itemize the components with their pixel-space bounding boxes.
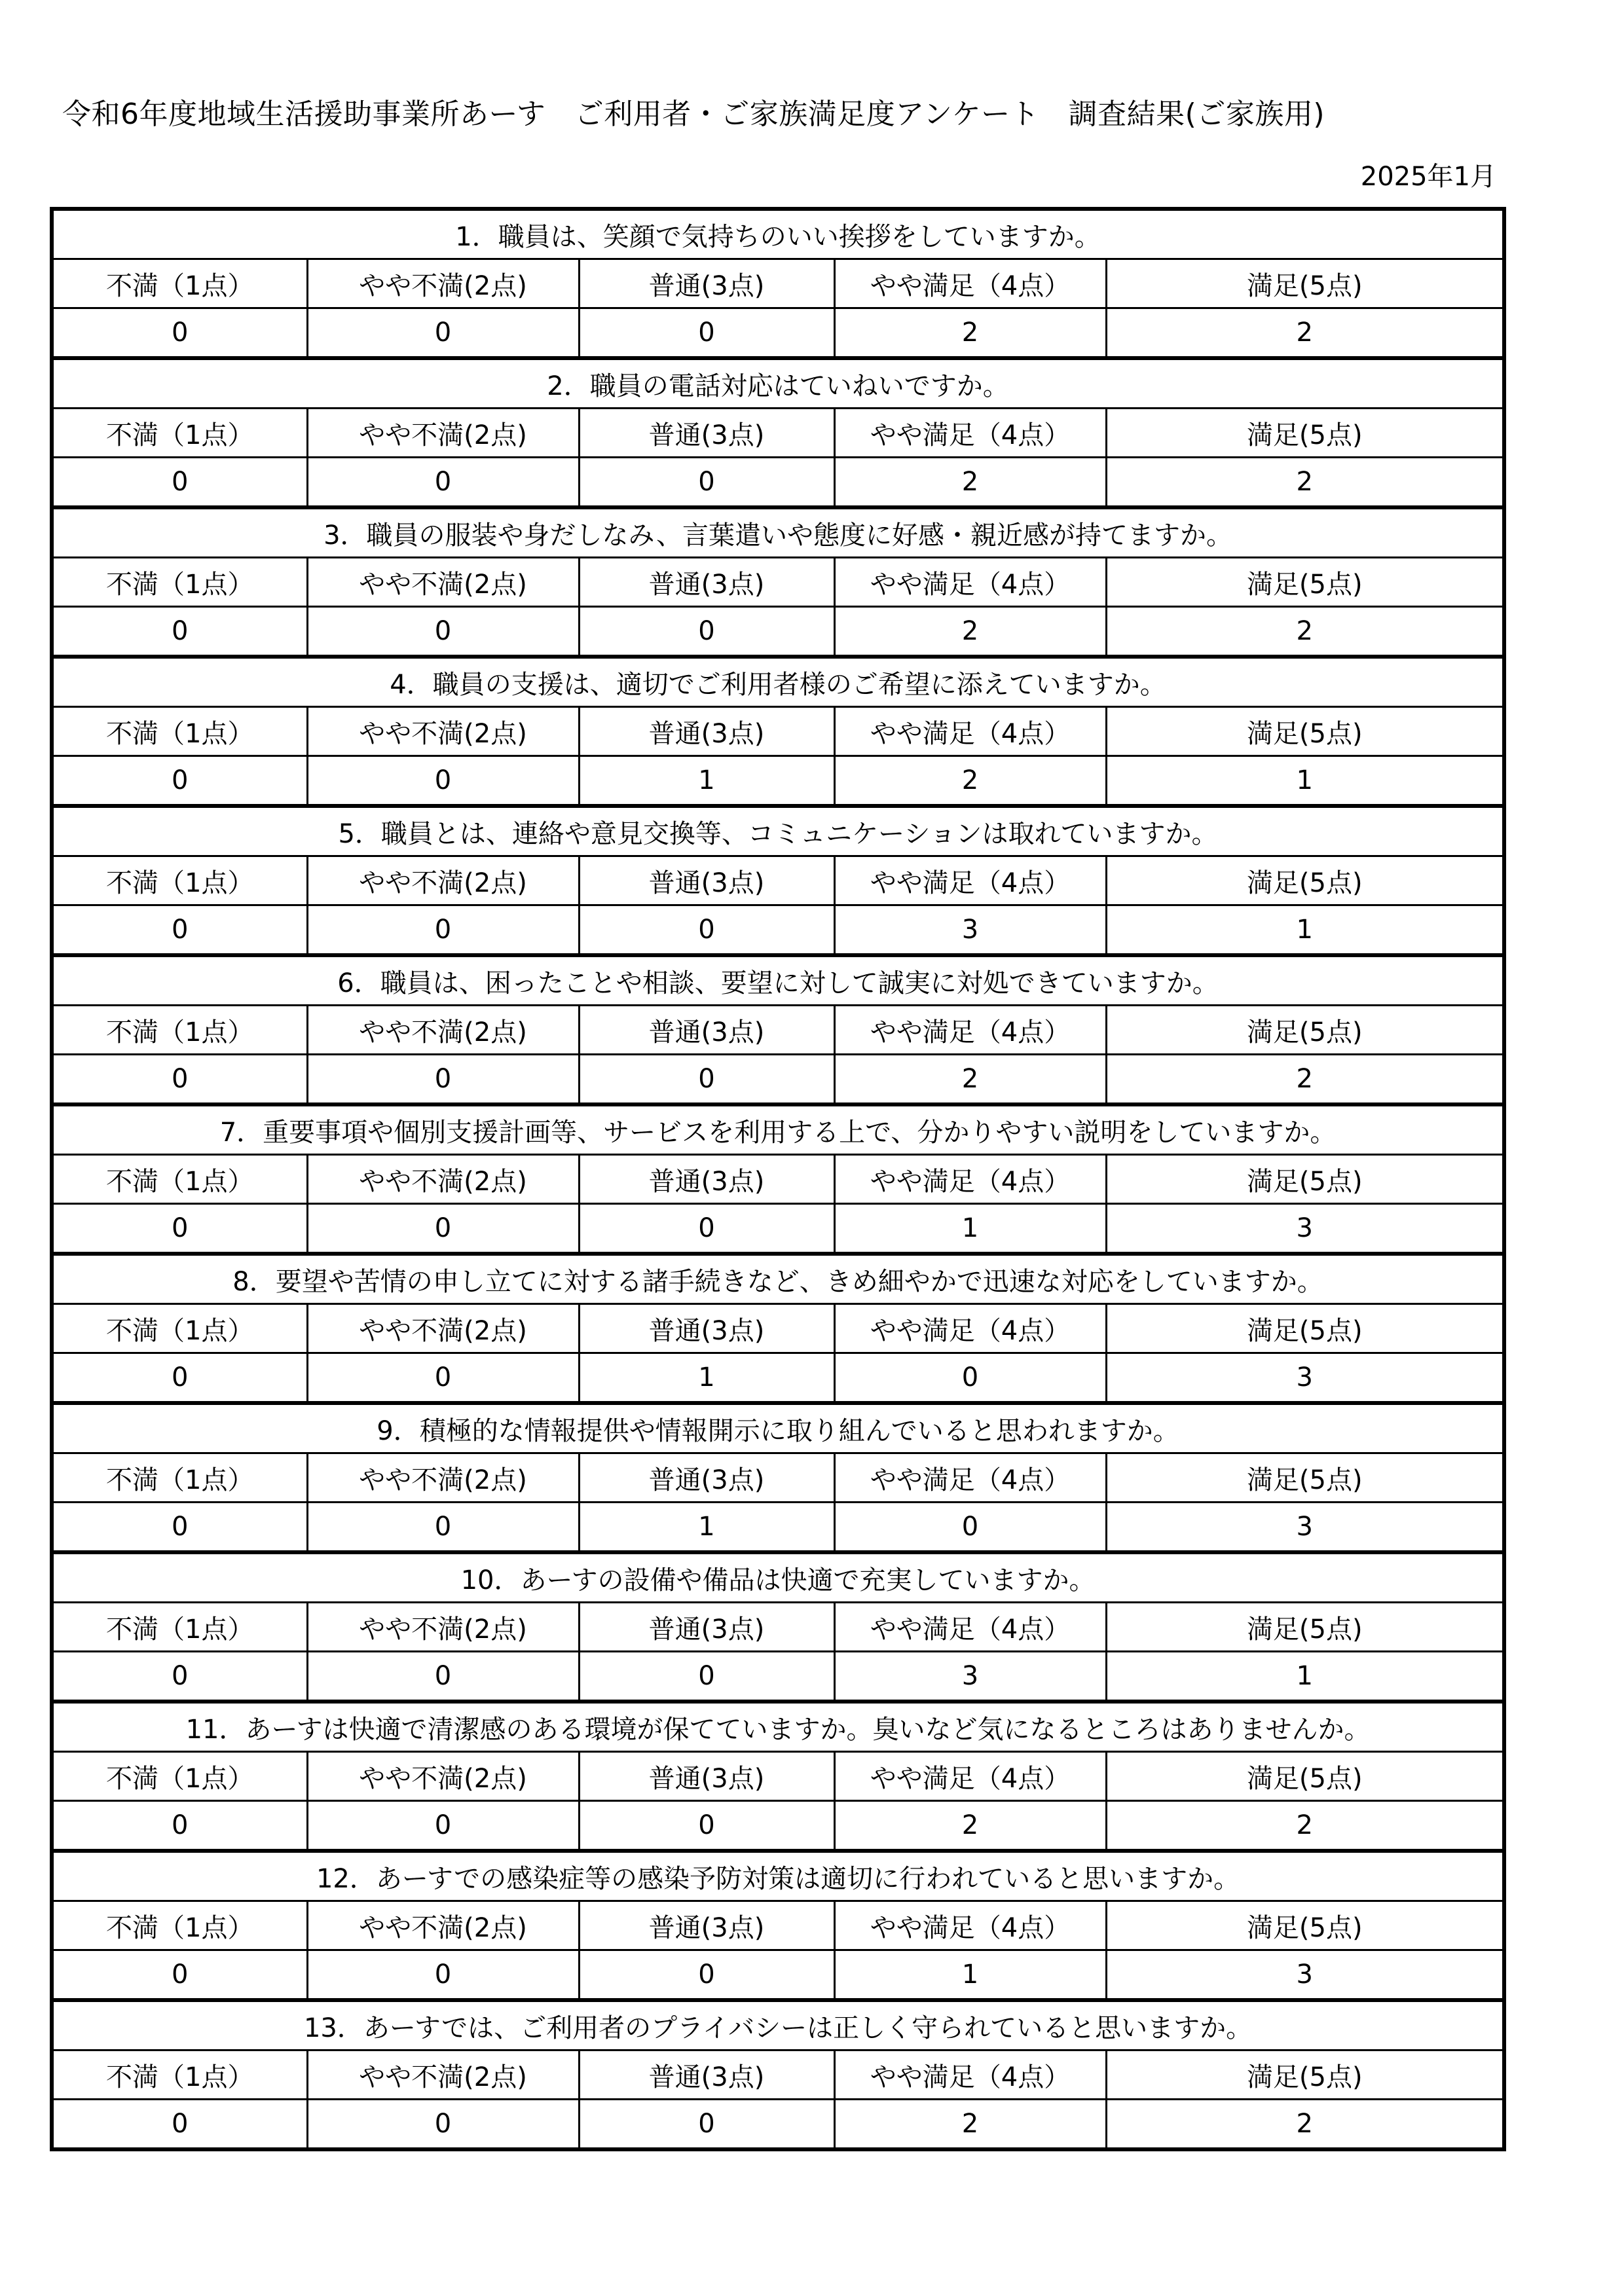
scale-label: 不満（1点） <box>52 558 307 607</box>
question-text: 8．要望や苦情の申し立てに対する諸手続きなど、きめ細やかで迅速な対応をしていますか。 <box>52 1254 1504 1304</box>
question-row <box>52 209 1504 259</box>
question-text: 11．あーすは快適で清潔感のある環境が保てていますか。臭いなど気になるところはありませんか。 <box>52 1702 1504 1752</box>
count-row <box>52 2100 1504 2150</box>
scale-label: やや満足（4点） <box>834 409 1106 458</box>
scale-label: 不満（1点） <box>52 1453 307 1503</box>
scale-label: 普通(3点) <box>579 259 834 308</box>
response-count: 3 <box>834 1652 1106 1702</box>
scale-label: やや不満(2点) <box>307 259 579 308</box>
question-text: 6．職員は、困ったことや相談、要望に対して誠実に対処できていますか。 <box>52 955 1504 1006</box>
question-text: 3．職員の服装や身だしなみ、言葉遣いや態度に好感・親近感が持てますか。 <box>52 507 1504 558</box>
scale-label: 満足(5点) <box>1106 1752 1504 1801</box>
response-count: 0 <box>52 1801 307 1851</box>
scale-label: 満足(5点) <box>1106 409 1504 458</box>
question-row <box>52 1254 1504 1304</box>
scale-label: 満足(5点) <box>1106 707 1504 756</box>
response-count: 1 <box>834 1950 1106 2001</box>
question-block <box>52 1254 1504 1403</box>
scale-label: やや不満(2点) <box>307 409 579 458</box>
scale-label: 普通(3点) <box>579 409 834 458</box>
scale-label: 満足(5点) <box>1106 558 1504 607</box>
question-row <box>52 1851 1504 1901</box>
question-block <box>52 1702 1504 1851</box>
scale-label-row <box>52 409 1504 458</box>
scale-label: 不満（1点） <box>52 1304 307 1353</box>
response-count: 1 <box>579 1503 834 1553</box>
scale-label: 不満（1点） <box>52 1752 307 1801</box>
response-count: 0 <box>52 1353 307 1404</box>
question-text: 13．あーすでは、ご利用者のプライバシーは正しく守られていると思いますか。 <box>52 2000 1504 2050</box>
scale-label: やや不満(2点) <box>307 707 579 756</box>
question-text: 5．職員とは、連絡や意見交換等、コミュニケーションは取れていますか。 <box>52 806 1504 856</box>
scale-label: 満足(5点) <box>1106 1603 1504 1652</box>
scale-label-row <box>52 707 1504 756</box>
response-count: 0 <box>579 1801 834 1851</box>
scale-label: やや不満(2点) <box>307 856 579 905</box>
response-count: 1 <box>1106 756 1504 807</box>
response-count: 2 <box>834 1801 1106 1851</box>
scale-label-row <box>52 2050 1504 2100</box>
scale-label: 普通(3点) <box>579 856 834 905</box>
response-count: 0 <box>307 1652 579 1702</box>
scale-label: 普通(3点) <box>579 1155 834 1204</box>
response-count: 3 <box>1106 1204 1504 1254</box>
scale-label: 普通(3点) <box>579 2050 834 2100</box>
scale-label: やや満足（4点） <box>834 259 1106 308</box>
scale-label-row <box>52 259 1504 308</box>
scale-label: 満足(5点) <box>1106 856 1504 905</box>
scale-label: 満足(5点) <box>1106 1453 1504 1503</box>
scale-label: やや満足（4点） <box>834 1752 1106 1801</box>
response-count: 0 <box>307 905 579 956</box>
response-count: 1 <box>834 1204 1106 1254</box>
question-row <box>52 2000 1504 2050</box>
question-block <box>52 1403 1504 1552</box>
scale-label-row <box>52 1453 1504 1503</box>
count-row <box>52 1204 1504 1254</box>
response-count: 0 <box>52 1503 307 1553</box>
response-count: 0 <box>52 756 307 807</box>
question-block <box>52 1552 1504 1702</box>
question-block <box>52 358 1504 507</box>
scale-label: やや満足（4点） <box>834 1304 1106 1353</box>
scale-label: やや不満(2点) <box>307 1453 579 1503</box>
question-row <box>52 358 1504 409</box>
scale-label: 普通(3点) <box>579 1603 834 1652</box>
question-block <box>52 209 1504 358</box>
response-count: 1 <box>1106 1652 1504 1702</box>
response-count: 0 <box>579 1652 834 1702</box>
question-row <box>52 1403 1504 1453</box>
count-row <box>52 1652 1504 1702</box>
question-text: 2．職員の電話対応はていねいですか。 <box>52 358 1504 409</box>
scale-label: やや不満(2点) <box>307 2050 579 2100</box>
scale-label: やや満足（4点） <box>834 1006 1106 1055</box>
question-text: 12．あーすでの感染症等の感染予防対策は適切に行われていると思いますか。 <box>52 1851 1504 1901</box>
response-count: 0 <box>579 905 834 956</box>
response-count: 0 <box>579 308 834 359</box>
scale-label-row <box>52 1304 1504 1353</box>
response-count: 0 <box>579 607 834 657</box>
response-count: 0 <box>307 1801 579 1851</box>
scale-label: 不満（1点） <box>52 856 307 905</box>
response-count: 0 <box>307 458 579 508</box>
count-row <box>52 458 1504 508</box>
response-count: 1 <box>1106 905 1504 956</box>
scale-label: やや不満(2点) <box>307 1752 579 1801</box>
count-row <box>52 905 1504 956</box>
response-count: 0 <box>52 308 307 359</box>
response-count: 3 <box>1106 1353 1504 1404</box>
question-row <box>52 1552 1504 1603</box>
scale-label: やや不満(2点) <box>307 558 579 607</box>
scale-label: やや不満(2点) <box>307 1155 579 1204</box>
question-block <box>52 507 1504 657</box>
scale-label: 不満（1点） <box>52 1603 307 1652</box>
response-count: 2 <box>834 458 1106 508</box>
response-count: 1 <box>579 756 834 807</box>
scale-label: 不満（1点） <box>52 259 307 308</box>
scale-label: 普通(3点) <box>579 1006 834 1055</box>
response-count: 2 <box>1106 458 1504 508</box>
question-row <box>52 806 1504 856</box>
response-count: 0 <box>579 458 834 508</box>
scale-label: 不満（1点） <box>52 409 307 458</box>
scale-label: やや満足（4点） <box>834 2050 1106 2100</box>
question-block <box>52 657 1504 806</box>
scale-label: やや満足（4点） <box>834 707 1106 756</box>
response-count: 0 <box>52 1055 307 1105</box>
count-row <box>52 308 1504 359</box>
response-count: 2 <box>1106 1801 1504 1851</box>
response-count: 2 <box>1106 308 1504 359</box>
response-count: 0 <box>52 1950 307 2001</box>
question-row <box>52 955 1504 1006</box>
scale-label: 普通(3点) <box>579 1901 834 1950</box>
scale-label: 満足(5点) <box>1106 1901 1504 1950</box>
scale-label-row <box>52 558 1504 607</box>
question-text: 10．あーすの設備や備品は快適で充実していますか。 <box>52 1552 1504 1603</box>
question-block <box>52 806 1504 955</box>
response-count: 0 <box>579 1055 834 1105</box>
response-count: 2 <box>1106 607 1504 657</box>
response-count: 0 <box>579 1204 834 1254</box>
response-count: 0 <box>52 2100 307 2150</box>
scale-label-row <box>52 1006 1504 1055</box>
count-row <box>52 756 1504 807</box>
response-count: 0 <box>52 607 307 657</box>
response-count: 3 <box>834 905 1106 956</box>
scale-label-row <box>52 1752 1504 1801</box>
scale-label: やや満足（4点） <box>834 1901 1106 1950</box>
scale-label: 不満（1点） <box>52 1155 307 1204</box>
scale-label: やや不満(2点) <box>307 1901 579 1950</box>
response-count: 2 <box>1106 1055 1504 1105</box>
question-block <box>52 1851 1504 2000</box>
scale-label: 不満（1点） <box>52 1006 307 1055</box>
scale-label: やや満足（4点） <box>834 558 1106 607</box>
survey-results-table <box>50 207 1506 2151</box>
count-row <box>52 1503 1504 1553</box>
response-count: 0 <box>579 2100 834 2150</box>
scale-label: 満足(5点) <box>1106 1006 1504 1055</box>
response-count: 0 <box>307 756 579 807</box>
response-count: 0 <box>579 1950 834 2001</box>
question-block <box>52 955 1504 1104</box>
response-count: 0 <box>307 308 579 359</box>
count-row <box>52 607 1504 657</box>
response-count: 2 <box>834 607 1106 657</box>
question-row <box>52 507 1504 558</box>
question-text: 7．重要事項や個別支援計画等、サービスを利用する上で、分かりやすい説明をしていますか。 <box>52 1104 1504 1155</box>
question-text: 4．職員の支援は、適切でご利用者様のご希望に添えていますか。 <box>52 657 1504 707</box>
scale-label-row <box>52 856 1504 905</box>
question-row <box>52 1104 1504 1155</box>
response-count: 3 <box>1106 1503 1504 1553</box>
response-count: 0 <box>307 1503 579 1553</box>
response-count: 0 <box>834 1503 1106 1553</box>
response-count: 0 <box>307 1950 579 2001</box>
scale-label: 満足(5点) <box>1106 2050 1504 2100</box>
response-count: 0 <box>52 458 307 508</box>
scale-label: 満足(5点) <box>1106 1304 1504 1353</box>
response-count: 2 <box>834 308 1106 359</box>
scale-label: やや満足（4点） <box>834 1453 1106 1503</box>
count-row <box>52 1801 1504 1851</box>
response-count: 0 <box>307 607 579 657</box>
count-row <box>52 1950 1504 2001</box>
count-row <box>52 1055 1504 1105</box>
question-text: 9．積極的な情報提供や情報開示に取り組んでいると思われますか。 <box>52 1403 1504 1453</box>
question-block <box>52 1104 1504 1254</box>
response-count: 0 <box>52 905 307 956</box>
question-block <box>52 2000 1504 2149</box>
scale-label: やや不満(2点) <box>307 1006 579 1055</box>
response-count: 0 <box>52 1204 307 1254</box>
scale-label: 満足(5点) <box>1106 1155 1504 1204</box>
scale-label: やや不満(2点) <box>307 1304 579 1353</box>
scale-label: 不満（1点） <box>52 707 307 756</box>
scale-label: やや満足（4点） <box>834 1603 1106 1652</box>
response-count: 0 <box>834 1353 1106 1404</box>
count-row <box>52 1353 1504 1404</box>
scale-label: 普通(3点) <box>579 1752 834 1801</box>
question-row <box>52 657 1504 707</box>
scale-label: 普通(3点) <box>579 1453 834 1503</box>
question-text: 1．職員は、笑顔で気持ちのいい挨拶をしていますか。 <box>52 209 1504 259</box>
scale-label: 不満（1点） <box>52 2050 307 2100</box>
response-count: 0 <box>52 1652 307 1702</box>
scale-label: やや満足（4点） <box>834 1155 1106 1204</box>
scale-label-row <box>52 1603 1504 1652</box>
scale-label-row <box>52 1155 1504 1204</box>
page-title: 令和6年度地域生活援助事業所あーす ご利用者・ご家族満足度アンケート 調査結果(ご家族用) <box>62 98 1325 131</box>
scale-label: 普通(3点) <box>579 707 834 756</box>
scale-label: 普通(3点) <box>579 1304 834 1353</box>
response-count: 0 <box>307 2100 579 2150</box>
response-count: 2 <box>834 1055 1106 1105</box>
response-count: 0 <box>307 1055 579 1105</box>
survey-date: 2025年1月 <box>1360 162 1496 192</box>
response-count: 0 <box>307 1353 579 1404</box>
scale-label: 満足(5点) <box>1106 259 1504 308</box>
response-count: 2 <box>1106 2100 1504 2150</box>
question-row <box>52 1702 1504 1752</box>
scale-label: 普通(3点) <box>579 558 834 607</box>
response-count: 2 <box>834 756 1106 807</box>
response-count: 1 <box>579 1353 834 1404</box>
scale-label: やや満足（4点） <box>834 856 1106 905</box>
scale-label-row <box>52 1901 1504 1950</box>
scale-label: 不満（1点） <box>52 1901 307 1950</box>
response-count: 3 <box>1106 1950 1504 2001</box>
scale-label: やや不満(2点) <box>307 1603 579 1652</box>
response-count: 2 <box>834 2100 1106 2150</box>
response-count: 0 <box>307 1204 579 1254</box>
